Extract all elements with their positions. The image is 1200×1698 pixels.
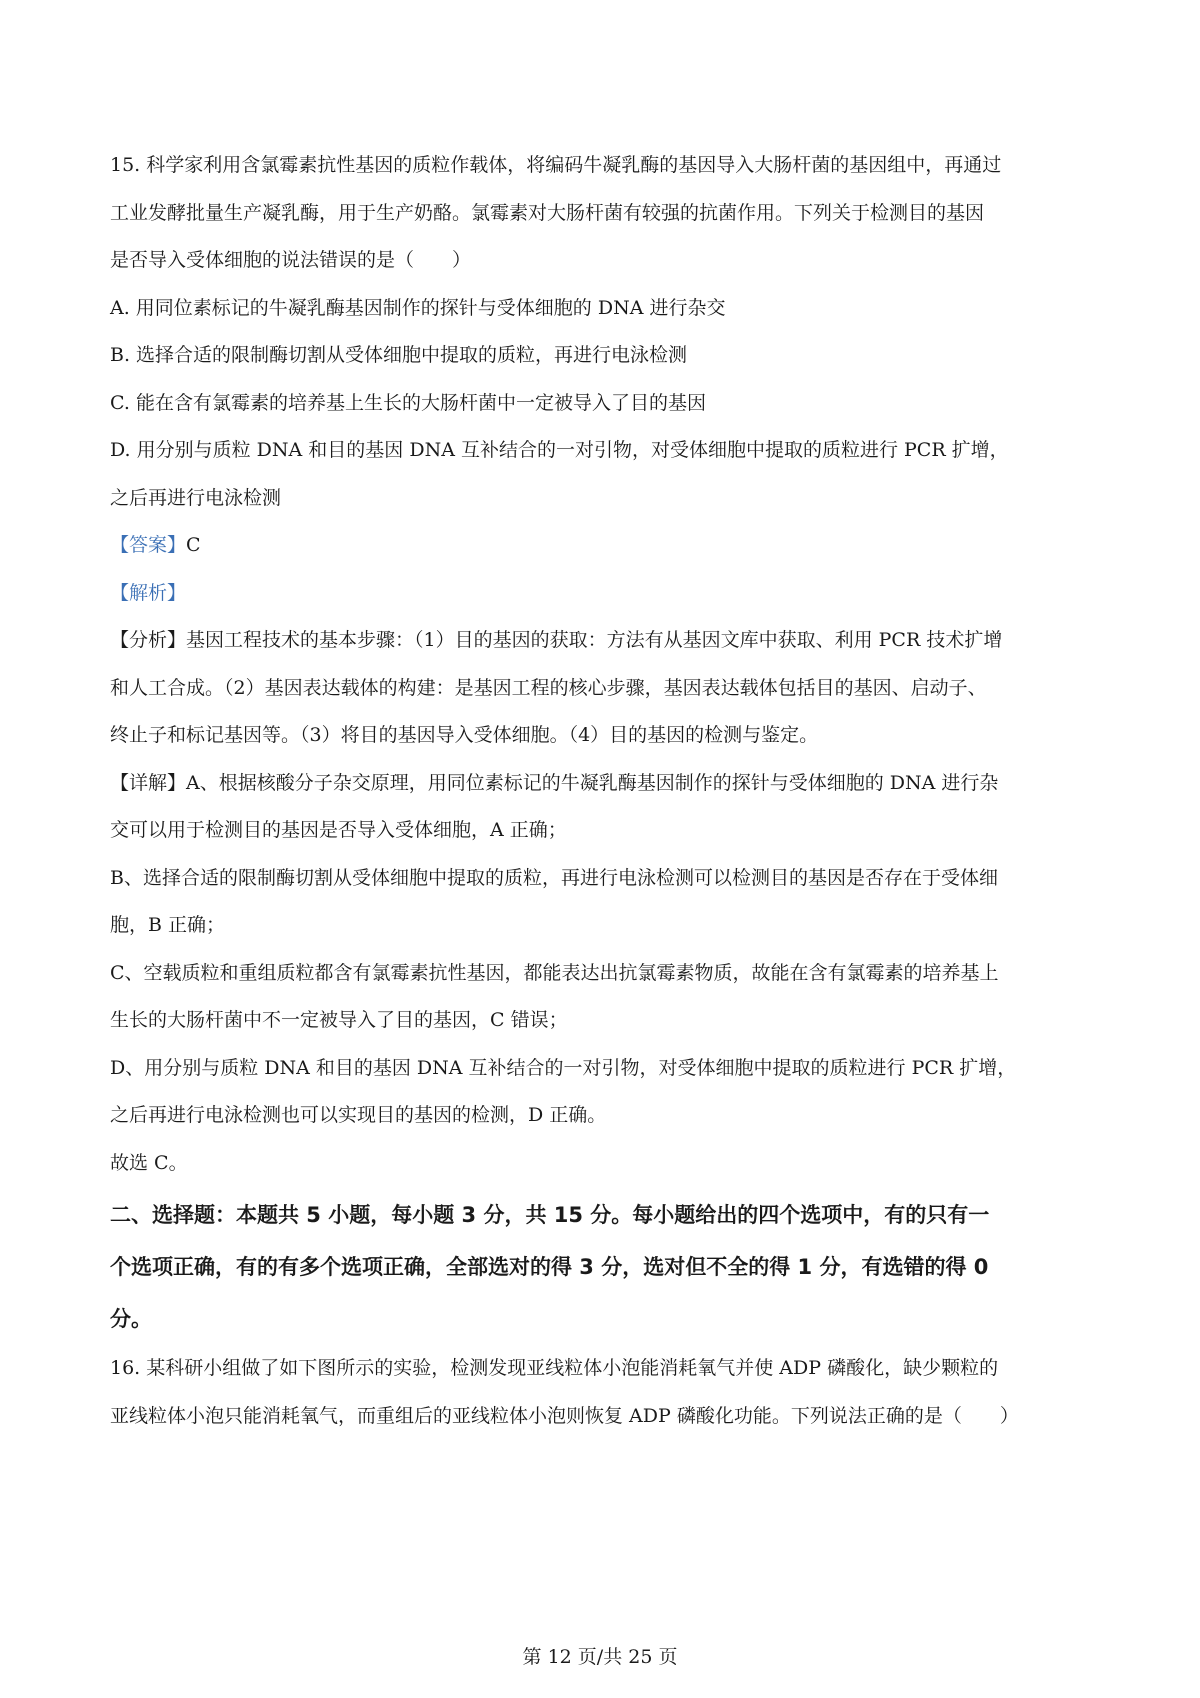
question-16: [110, 1345, 1100, 1440]
xiangjie-label: 【详解】: [110, 771, 187, 794]
q15-xiangjie-line-9: 故选 C。: [110, 1151, 188, 1174]
q15-analysis-heading: [110, 570, 1100, 618]
q15-option-c: C. 能在含有氯霉素的培养基上生长的大肠杆菌中一定被导入了目的基因: [110, 391, 706, 414]
analysis-label: 【解析】: [110, 581, 187, 604]
q15-fenxi-line-3: 终止子和标记基因等。（3）将目的基因导入受体细胞。（4）目的基因的检测与鉴定。: [110, 724, 819, 746]
q15-xiangjie-line-6: 生长的大肠杆菌中不一定被导入了目的基因，C 错误；: [110, 1009, 568, 1031]
q15-xiangjie-line-4: 胞，B 正确；: [110, 914, 226, 936]
q15-xiangjie-line-7: D、用分别与质粒 DNA 和目的基因 DNA 互补结合的一对引物，对受体细胞中提取的质粒进行 PCR 扩增，: [110, 1056, 1017, 1079]
document-body: [110, 142, 1100, 1440]
q15-fenxi-line-2: 和人工合成。（2）基因表达载体的构建：是基因工程的核心步骤，基因表达载体包括目的基因、启动子、: [110, 676, 987, 699]
q15-option-b: B. 选择合适的限制酶切割从受体细胞中提取的质粒，再进行电泳检测: [110, 344, 688, 366]
section-2-line-1: 二、选择题：本题共 5 小题，每小题 3 分，共 15 分。每小题给出的四个选项中，有的只有一: [110, 1203, 990, 1227]
q15-stem-line-1: 15. 科学家利用含氯霉素抗性基因的质粒作载体，将编码牛凝乳酶的基因导入大肠杆菌的基因组中，再通过: [110, 154, 1002, 176]
q15-answer: [110, 522, 1100, 570]
q15-option-a: A. 用同位素标记的牛凝乳酶基因制作的探针与受体细胞的 DNA 进行杂交: [110, 296, 726, 319]
page-footer: 第 12 页/共 25 页: [522, 1646, 678, 1668]
q15-option-d-line-2: 之后再进行电泳检测: [110, 486, 282, 509]
q15-xiangjie-line-1: [110, 760, 1100, 808]
q16-stem-line-2: 亚线粒体小泡只能消耗氧气，而重组后的亚线粒体小泡则恢复 ADP 磷酸化功能。下列说法正确的是（ ）: [110, 1404, 1019, 1427]
q15-fenxi-line-1: [110, 617, 1100, 665]
q15-xiangjie-line-3: B、选择合适的限制酶切割从受体细胞中提取的质粒，再进行电泳检测可以检测目的基因是否存在于受体细: [110, 866, 998, 889]
section-2-line-3: 分。: [110, 1307, 152, 1331]
answer-label: 【答案】: [110, 534, 187, 556]
fenxi-text-1: 基因工程技术的基本步骤：（1）目的基因的获取：方法有从基因文库中获取、利用 PCR 技术扩增: [186, 629, 1003, 651]
q15-stem-line-2: 工业发酵批量生产凝乳酶，用于生产奶酪。氯霉素对大肠杆菌有较强的抗菌作用。下列关于检测目的基因: [110, 201, 985, 224]
xiangjie-text-1: A、根据核酸分子杂交原理，用同位素标记的牛凝乳酶基因制作的探针与受体细胞的 DNA 进行杂: [186, 771, 999, 794]
question-15: [110, 142, 1100, 1187]
q15-stem-line-3: 是否导入受体细胞的说法错误的是（ ）: [110, 249, 472, 271]
q15-xiangjie-line-5: C、空载质粒和重组质粒都含有氯霉素抗性基因，都能表达出抗氯霉素物质，故能在含有氯霉素的培养基上: [110, 961, 999, 984]
fenxi-label: 【分析】: [110, 629, 187, 651]
answer-value: C: [186, 534, 201, 556]
section-2-heading: [110, 1191, 1100, 1343]
section-2-line-2: 个选项正确，有的有多个选项正确，全部选对的得 3 分，选对但不全的得 1 分，有选错的得 0: [110, 1255, 989, 1279]
q15-xiangjie-line-8: 之后再进行电泳检测也可以实现目的基因的检测，D 正确。: [110, 1104, 607, 1126]
q15-option-d-line-1: D. 用分别与质粒 DNA 和目的基因 DNA 互补结合的一对引物，对受体细胞中提取的质粒进行 PCR 扩增，: [110, 439, 1009, 461]
q15-xiangjie-line-2: 交可以用于检测目的基因是否导入受体细胞，A 正确；: [110, 819, 567, 841]
q16-stem-line-1: 16. 某科研小组做了如下图所示的实验，检测发现亚线粒体小泡能消耗氧气并使 ADP 磷酸化，缺少颗粒的: [110, 1357, 999, 1379]
